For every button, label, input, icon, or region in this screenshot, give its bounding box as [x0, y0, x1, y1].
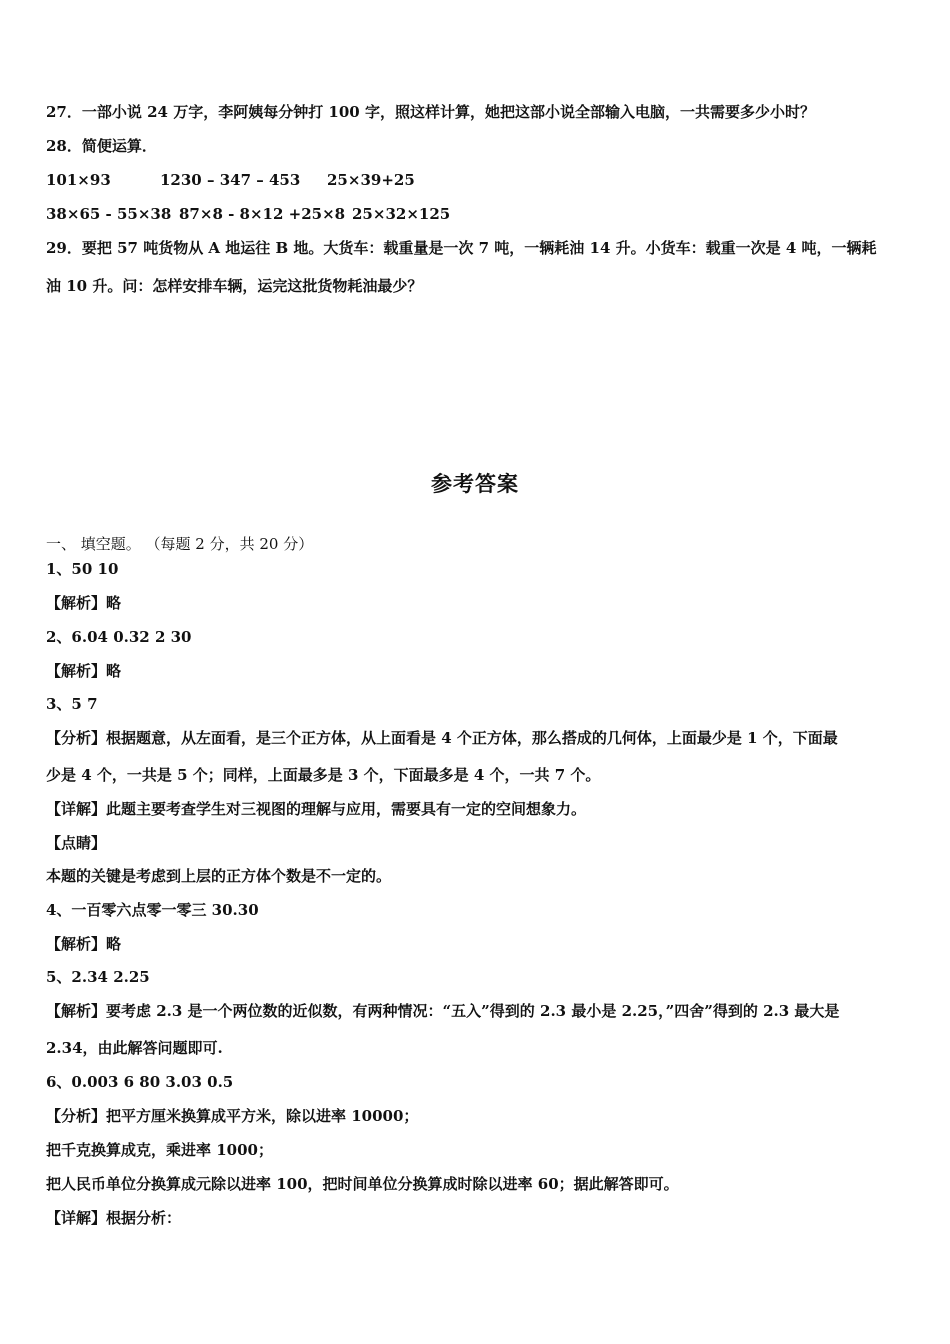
answer-3-point: 本题的关键是考虑到上层的正方体个数是不一定的。 [46, 867, 392, 885]
answer-3-analysis-2: 少是 4 个，一共是 5 个；同样，上面最多是 3 个，下面最多是 4 个，一共 7 个。 [46, 766, 601, 784]
calc-item: 25×39+25 [327, 171, 415, 189]
answer-2-note: 【解析】略 [46, 662, 122, 680]
question-29-line-2: 油 10 升。问：怎样安排车辆，运完这批货物耗油最少？ [46, 277, 423, 295]
answer-3: 3、5 7 [46, 695, 98, 713]
answer-6: 6、0.003 6 80 3.03 0.5 [46, 1073, 234, 1091]
answer-5-analysis-1: 【解析】要考虑 2.3 是一个两位数的近似数，有两种情况：“五入”得到的 2.3 最小是 2.25，”四舍”得到的 2.3 最大是 [46, 1002, 840, 1020]
answer-2: 2、6.04 0.32 2 30 [46, 628, 192, 646]
answer-6-analysis-1: 【分析】把平方厘米换算成平方米，除以进率 10000； [46, 1107, 419, 1125]
question-27: 27．一部小说 24 万字，李阿姨每分钟打 100 字，照这样计算，她把这部小说全部输入电脑，一共需要多少小时？ [46, 103, 815, 121]
answer-title: 参考答案 [431, 471, 519, 496]
answer-6-detail: 【详解】根据分析： [46, 1209, 182, 1227]
answer-1-note: 【解析】略 [46, 594, 122, 612]
calc-item: 101×93 [46, 171, 111, 189]
section-heading: 一、 填空题。 （每题 2 分，共 20 分） [46, 535, 314, 553]
answer-3-point-label: 【点睛】 [46, 834, 107, 852]
answer-3-analysis-1: 【分析】根据题意，从左面看，是三个正方体，从上面看是 4 个正方体，那么搭成的几何体，上面最少是 1 个，下面最 [46, 729, 838, 747]
answer-4-note: 【解析】略 [46, 935, 122, 953]
question-29-line-1: 29．要把 57 吨货物从 A 地运往 B 地。大货车：载重量是一次 7 吨，一辆耗油 14 升。小货车：载重一次是 4 吨，一辆耗 [46, 239, 877, 257]
calc-item: 25×32×125 [352, 205, 451, 223]
answer-3-detail: 【详解】此题主要考查学生对三视图的理解与应用，需要具有一定的空间想象力。 [46, 800, 587, 818]
answer-5: 5、2.34 2.25 [46, 968, 150, 986]
calc-item: 1230 – 347 – 453 [160, 171, 301, 189]
answer-6-analysis-2: 把千克换算成克，乘进率 1000； [46, 1141, 273, 1159]
answer-4: 4、一百零六点零一零三 30.30 [46, 901, 259, 919]
answer-1: 1、50 10 [46, 560, 119, 578]
answer-5-analysis-2: 2.34，由此解答问题即可. [46, 1039, 223, 1057]
calc-item: 87×8 - 8×12 +25×8 [179, 205, 346, 223]
calc-item: 38×65 - 55×38 [46, 205, 172, 223]
question-28: 28．简便运算． [46, 137, 157, 155]
answer-6-analysis-3: 把人民币单位分换算成元除以进率 100，把时间单位分换算成时除以进率 60；据此解答即可。 [46, 1175, 679, 1193]
